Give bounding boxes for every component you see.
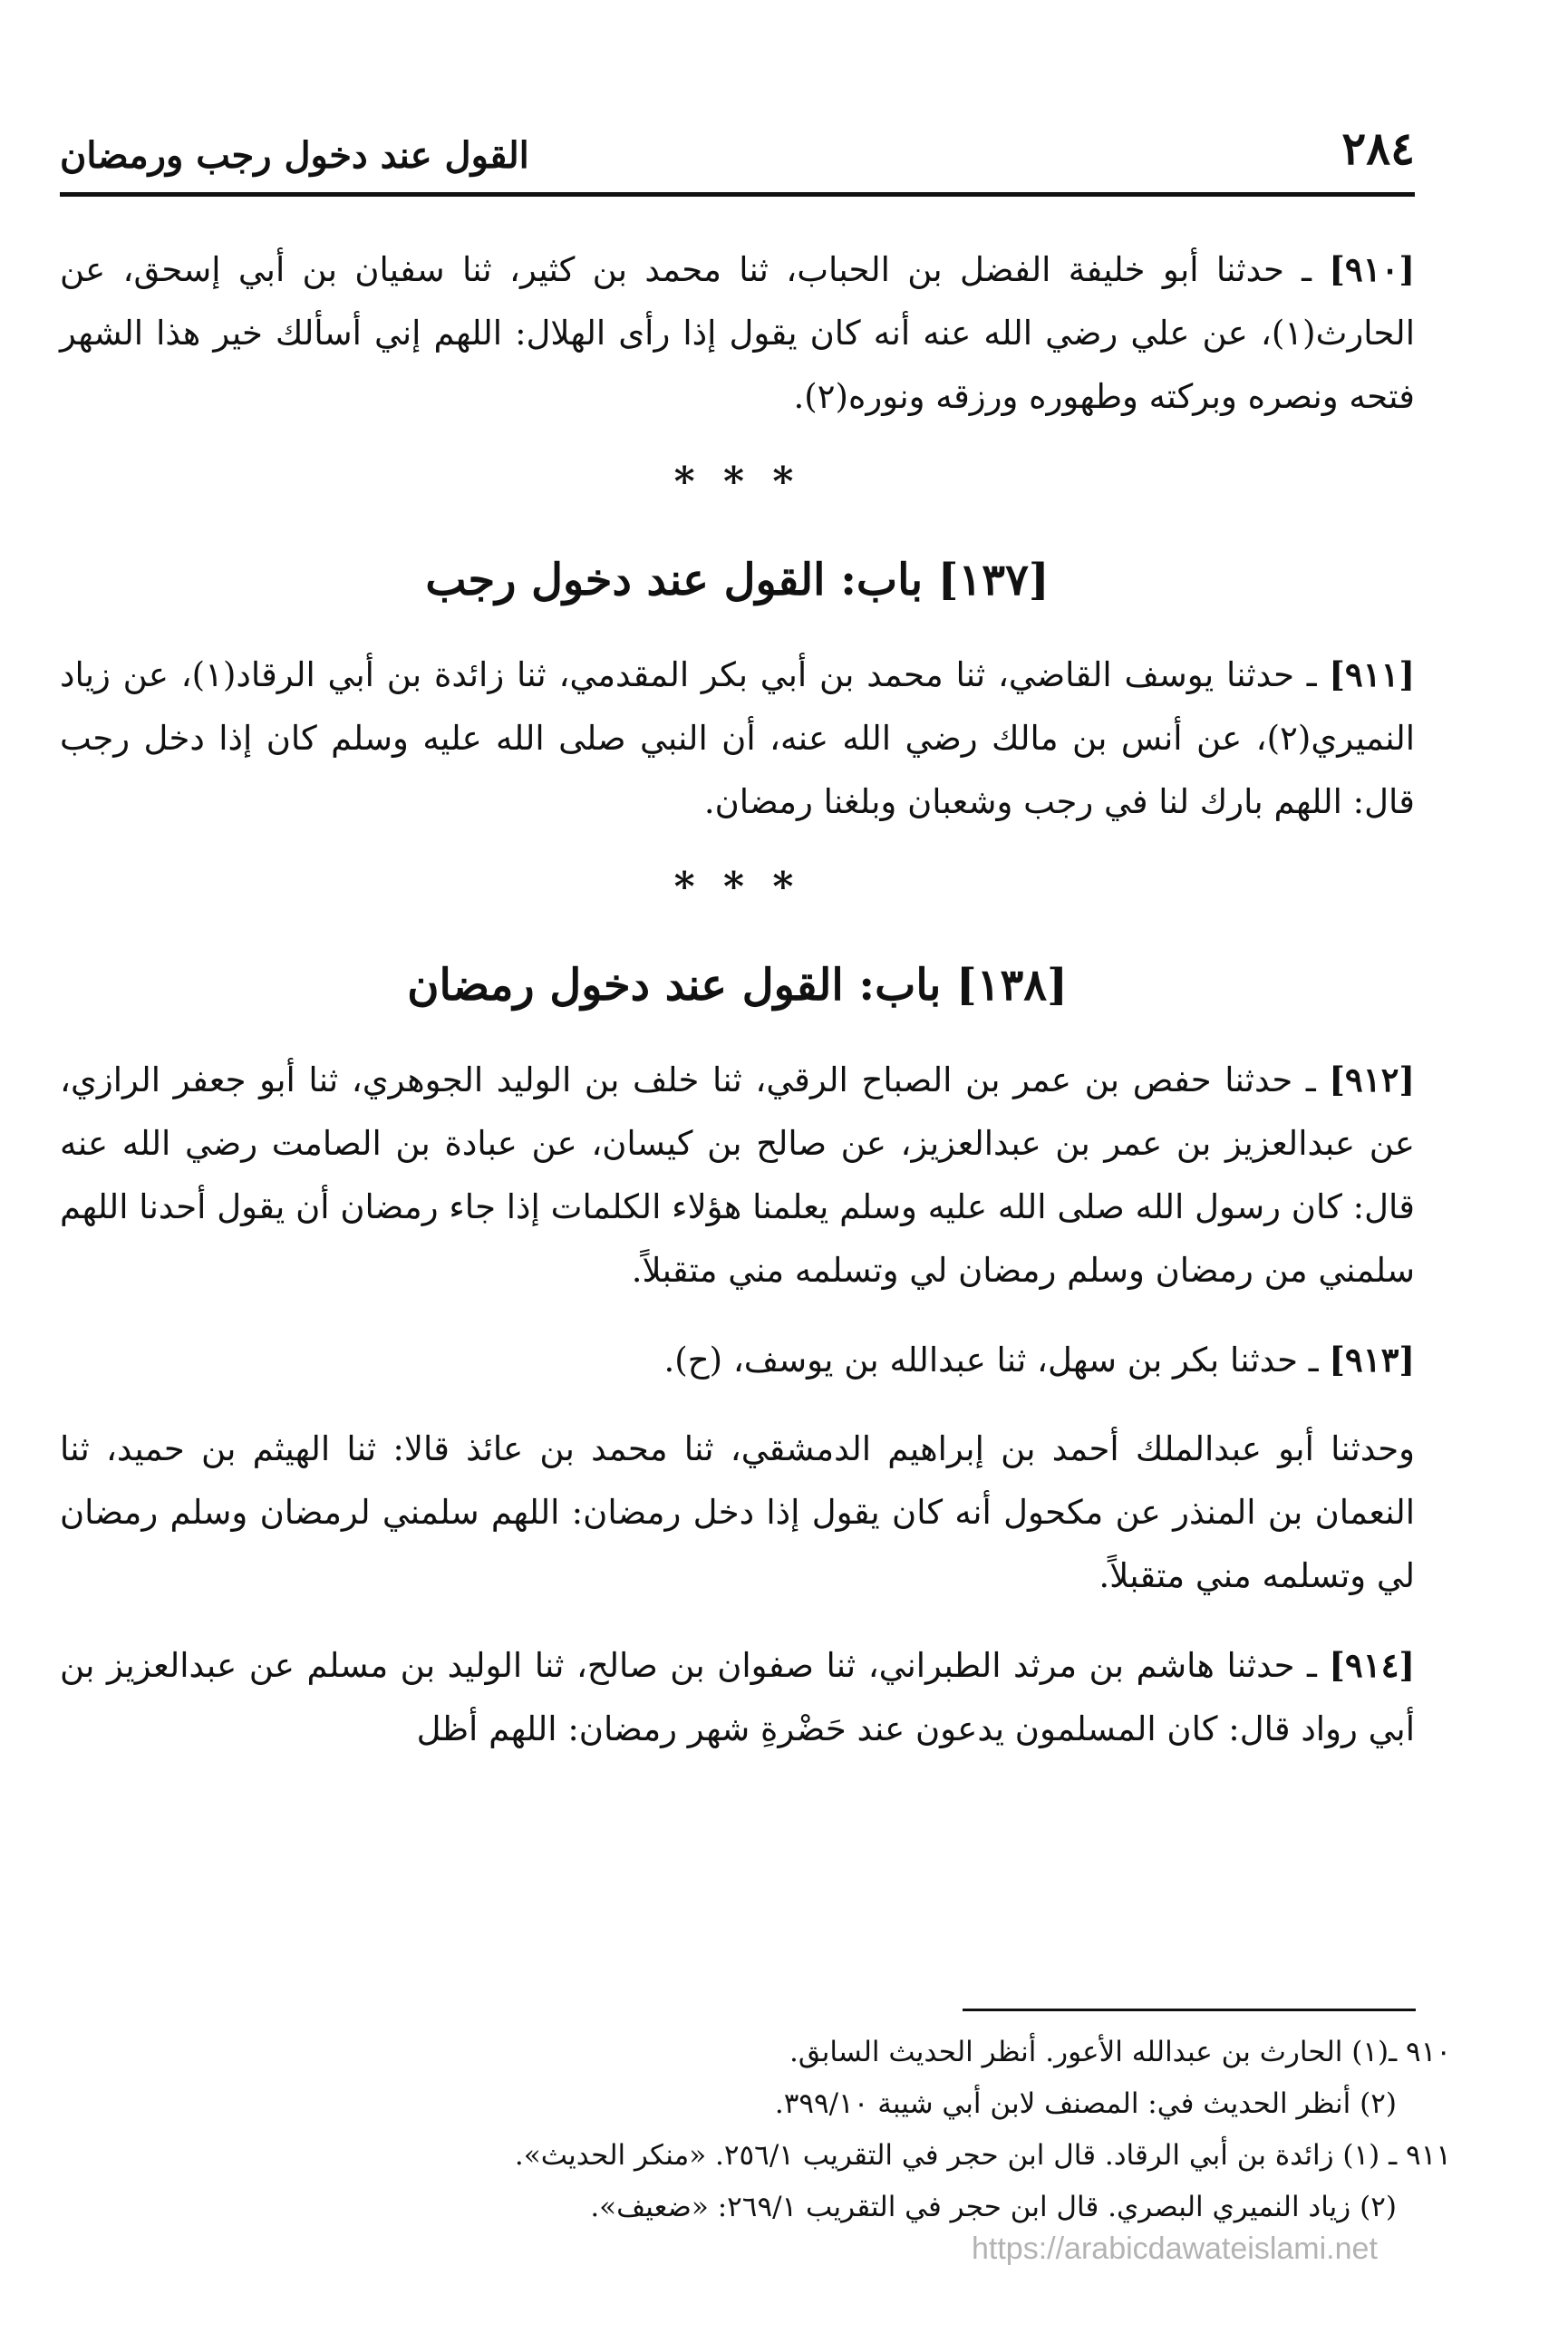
chapter-heading-137: [١٣٧] باب: القول عند دخول رجب xyxy=(425,555,1050,605)
hadith-text: ـ حدثنا حفص بن عمر بن الصباح الرقي، ثنا خلف بن الوليد الجوهري، ثنا أبو جعفر الرازي، عن عبدالعزيز بن عمر بن عبدالعزيز، عن صالح بن كيسان، عن عبادة بن الصامت رضي الله عنه قال: كان رسول الله صلى الله عليه وسلم يعلمنا هؤلاء الكلمات إذا جاء رمضان أن يقول أحدنا اللهم سلمني من رمضان وسلم رمضان لي وتسلمه مني متقبلاً. xyxy=(60,1060,1415,1290)
hadith-913-continuation: وحدثنا أبو عبدالملك أحمد بن إبراهيم الدمشقي، ثنا محمد بن عائذ قالا: ثنا الهيثم بن حميد، ثنا النعمان بن المنذر عن مكحول أنه كان يقول إذا دخل رمضان: اللهم سلمني لرمضان وسلم رمضان لي وتسلمه مني متقبلاً. xyxy=(60,1429,1415,1595)
footnote: (٢) زياد النميري البصري. قال ابن حجر في التقريب ٢٦٩/١: «ضعيف». xyxy=(590,2191,1397,2223)
hadith-912 xyxy=(60,1048,1415,1302)
watermark-url: https://arabicdawateislami.net xyxy=(972,2232,1378,2266)
hadith-number: [٩١٤] xyxy=(1329,1645,1415,1685)
hadith-text: ـ حدثنا هاشم بن مرثد الطبراني، ثنا صفوان بن صالح، ثنا الوليد بن مسلم عن عبدالعزيز بن أبي رواد قال: كان المسلمون يدعون عند حَضْرةِ شهر رمضان: اللهم أظل xyxy=(60,1646,1415,1748)
section-separator: * * * xyxy=(673,864,801,910)
hadith-number: [٩١٢] xyxy=(1329,1060,1415,1099)
chapter-heading-138: [١٣٨] باب: القول عند دخول رمضان xyxy=(407,960,1068,1011)
footnote: ٩١٠ ـ(١) الحارث بن عبدالله الأعور. أنظر الحديث السابق. xyxy=(789,2036,1451,2068)
hadith-911 xyxy=(60,643,1415,834)
hadith-913 xyxy=(60,1328,1415,1392)
page-number: ٢٨٤ xyxy=(1341,121,1415,175)
main-text xyxy=(60,237,1415,1761)
footnote: ٩١١ ـ (١) زائدة بن أبي الرقاد. قال ابن حجر في التقريب ٢٥٦/١. «منكر الحديث». xyxy=(514,2139,1451,2172)
running-title: القول عند دخول رجب ورمضان xyxy=(60,134,529,177)
hadith-text: ـ حدثنا بكر بن سهل، ثنا عبدالله بن يوسف، (ح). xyxy=(663,1341,1330,1380)
footnote: (٢) أنظر الحديث في: المصنف لابن أبي شيبة ٣٩٩/١٠. xyxy=(774,2087,1397,2120)
hadith-910 xyxy=(60,237,1415,429)
footnotes xyxy=(60,2027,1451,2233)
hadith-text: ـ حدثنا أبو خليفة الفضل بن الحباب، ثنا محمد بن كثير، ثنا سفيان بن أبي إسحق، عن الحارث(١)، عن علي رضي الله عنه أنه كان يقول إذا رأى الهلال: اللهم إني أسألك خير هذا الشهر فتحه ونصره وبركته وطهوره ورزقه ونوره(٢). xyxy=(60,250,1415,416)
footnote-divider xyxy=(963,2009,1416,2011)
hadith-number: [٩١١] xyxy=(1329,654,1415,694)
hadith-number: [٩١٠] xyxy=(1329,249,1415,289)
section-separator: * * * xyxy=(673,459,801,505)
hadith-914 xyxy=(60,1633,1415,1761)
hadith-number: [٩١٣] xyxy=(1329,1340,1415,1380)
hadith-text: ـ حدثنا يوسف القاضي، ثنا محمد بن أبي بكر المقدمي، ثنا زائدة بن أبي الرقاد(١)، عن زياد النميري(٢)، عن أنس بن مالك رضي الله عنه، أن النبي صلى الله عليه وسلم كان إذا دخل رجب قال: اللهم بارك لنا في رجب وشعبان وبلغنا رمضان. xyxy=(60,655,1415,821)
page-header xyxy=(60,114,1415,197)
